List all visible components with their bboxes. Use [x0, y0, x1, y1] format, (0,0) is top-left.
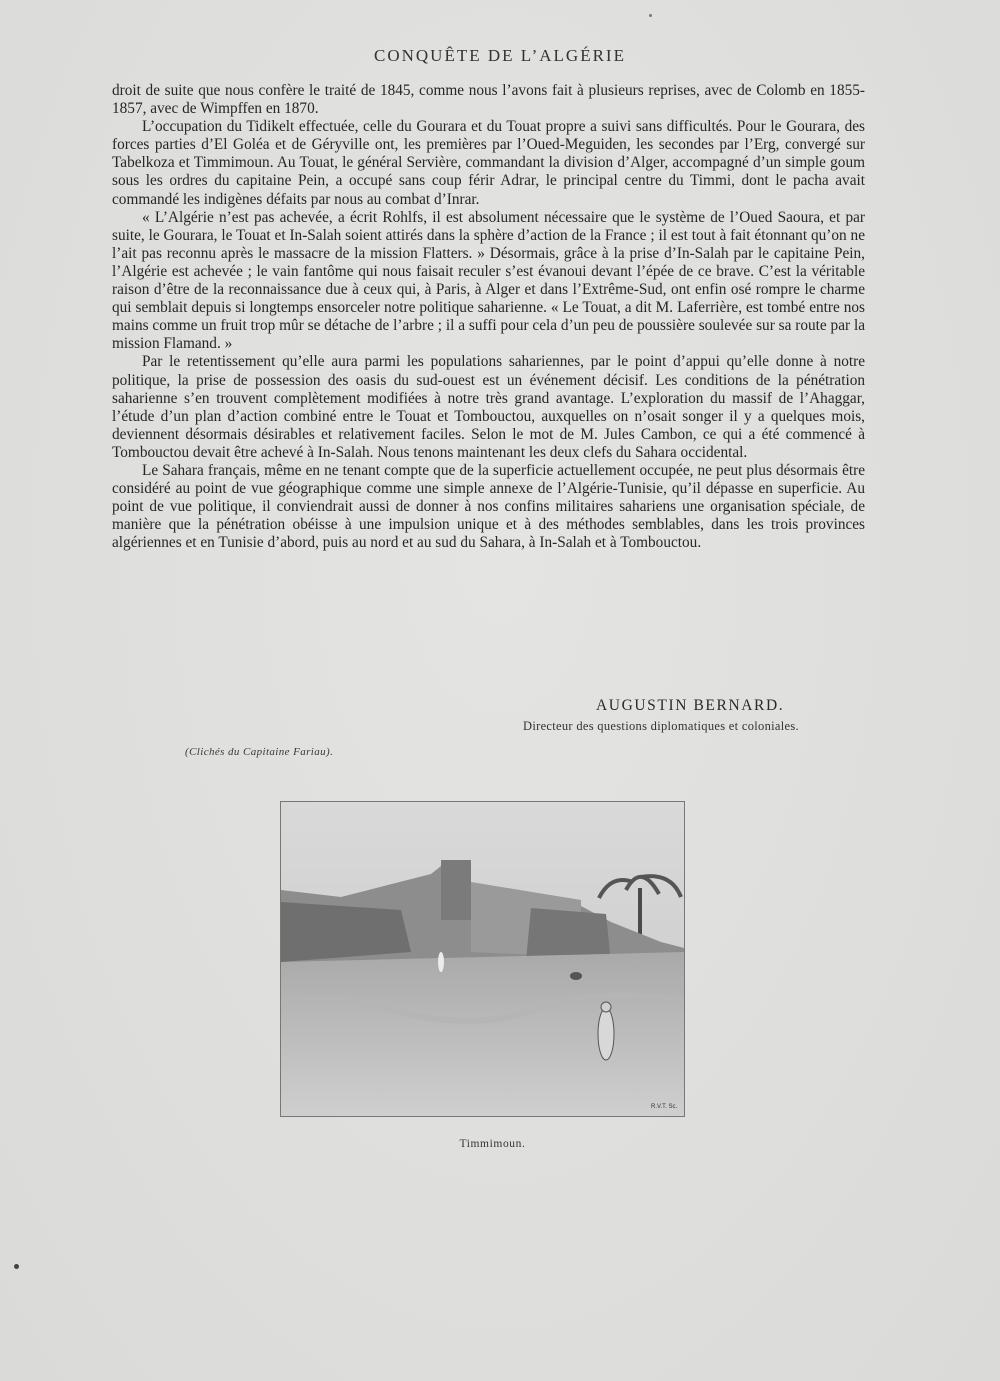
article-body	[112, 82, 865, 552]
timmimoun-photograph	[280, 801, 685, 1117]
figure-head	[601, 1002, 611, 1012]
author-signature: AUGUSTIN BERNARD.	[596, 697, 785, 714]
margin-dot	[14, 1264, 19, 1269]
paragraph: L’occupation du Tidikelt effectuée, celle du Gourara et du Touat propre a suivi sans difficultés. Pour le Gourara, des forces parties d’El Goléa et de Géryville ont, les premières par l’Oued-Meguiden, les secondes par l’Erg, convergé sur Tabelkoza et Timmimoun. Au Touat, le général Servière, commandant la division d’Alger, accompagné d’un simple goum sous les ordres du capitaine Pein, a occupé sans coup férir Adrar, le principal centre du Timmi, dont le pacha avait commandé les indigènes défaits par nous au combat d’Inrar.	[112, 118, 865, 208]
paragraph: droit de suite que nous confère le traité de 1845, comme nous l’avons fait à plusieurs reprises, avec de Colomb en 1855-1857, avec de Wimpffen en 1870.	[112, 82, 865, 118]
engraver-mark: R.V.T. Sc.	[651, 1104, 678, 1110]
robed-figure	[598, 1008, 614, 1060]
mud-houses	[281, 902, 411, 962]
running-title: CONQUÊTE DE L’ALGÉRIE	[374, 46, 626, 65]
photo-caption: Timmimoun.	[459, 1138, 526, 1150]
paper-speck	[649, 14, 652, 17]
paragraph: « L’Algérie n’est pas achevée, a écrit Rohlfs, il est absolument nécessaire que le système de l’Oued Saoura, et par suite, le Gourara, le Touat et In-Salah soient attirés dans la sphère d’action de la France ; il est tout à fait étonnant qu’on ne l’ait pas reconnu après le massacre de la mission Flatters. » Désormais, grâce à la prise d’In-Salah par le capitaine Pein, l’Algérie est achevée ; le vain fantôme qui nous faisait reculer s’est évanoui devant l’épée de ce brave. C’est la véritable raison d’être de la reconnaissance due à ceux qui, à Paris, à Alger et dans l’Extrême-Sud, ont enfin osé rompre le charme qui semblait depuis si longtemps ensorceler notre politique saharienne. « Le Touat, a dit M. Laferrière, est tombé entre nos mains comme un fruit trop mûr se détache de l’arbre ; il a suffi pour cela d’un peu de poussière soulevée sur sa route par la mission Flamand. »	[112, 208, 865, 353]
sandy-ground	[281, 952, 684, 1116]
seated-figure	[570, 972, 582, 980]
photo-credit: (Clichés du Capitaine Fariau).	[185, 746, 334, 758]
author-role: Directeur des questions diplomatiques et coloniales.	[523, 719, 799, 733]
paragraph: Par le retentissement qu’elle aura parmi les populations sahariennes, par le point d’appui qu’elle donne à notre politique, la prise de possession des oasis du sud-ouest est un événement décisif. Les conditions de la pénétration saharienne s’en trouvent complètement modifiées à notre très grand avantage. L’exploration du massif de l’Ahaggar, l’étude d’un plan d’action combiné entre le Touat et Tombouctou, auxquelles on n’osait songer il y a quelques mois, deviennent désormais désirables et relativement faciles. Selon le mot de M. Jules Cambon, ce qui a été commencé à Tombouctou devait être achevé à In-Salah. Nous tenons maintenant les deux clefs du Sahara occidental.	[112, 353, 865, 461]
photo-illustration	[281, 802, 684, 1116]
paragraph: Le Sahara français, même en ne tenant compte que de la superficie actuellement occupée, ne peut plus désormais être considéré au point de vue géographique comme une simple annexe de l’Algérie-Tunisie, qu’il dépasse en superficie. Au point de vue politique, il conviendrait aussi de donner à nos confins militaires sahariens une organisation spéciale, de manière que la pénétration obéisse à une impulsion unique et à des méthodes semblables, dans les trois provinces algériennes et en Tunisie d’abord, puis au nord et au sud du Sahara, à In-Salah et à Tombouctou.	[112, 461, 865, 552]
standing-figure	[438, 952, 444, 972]
watch-tower	[441, 860, 471, 920]
gate-building	[526, 908, 611, 962]
